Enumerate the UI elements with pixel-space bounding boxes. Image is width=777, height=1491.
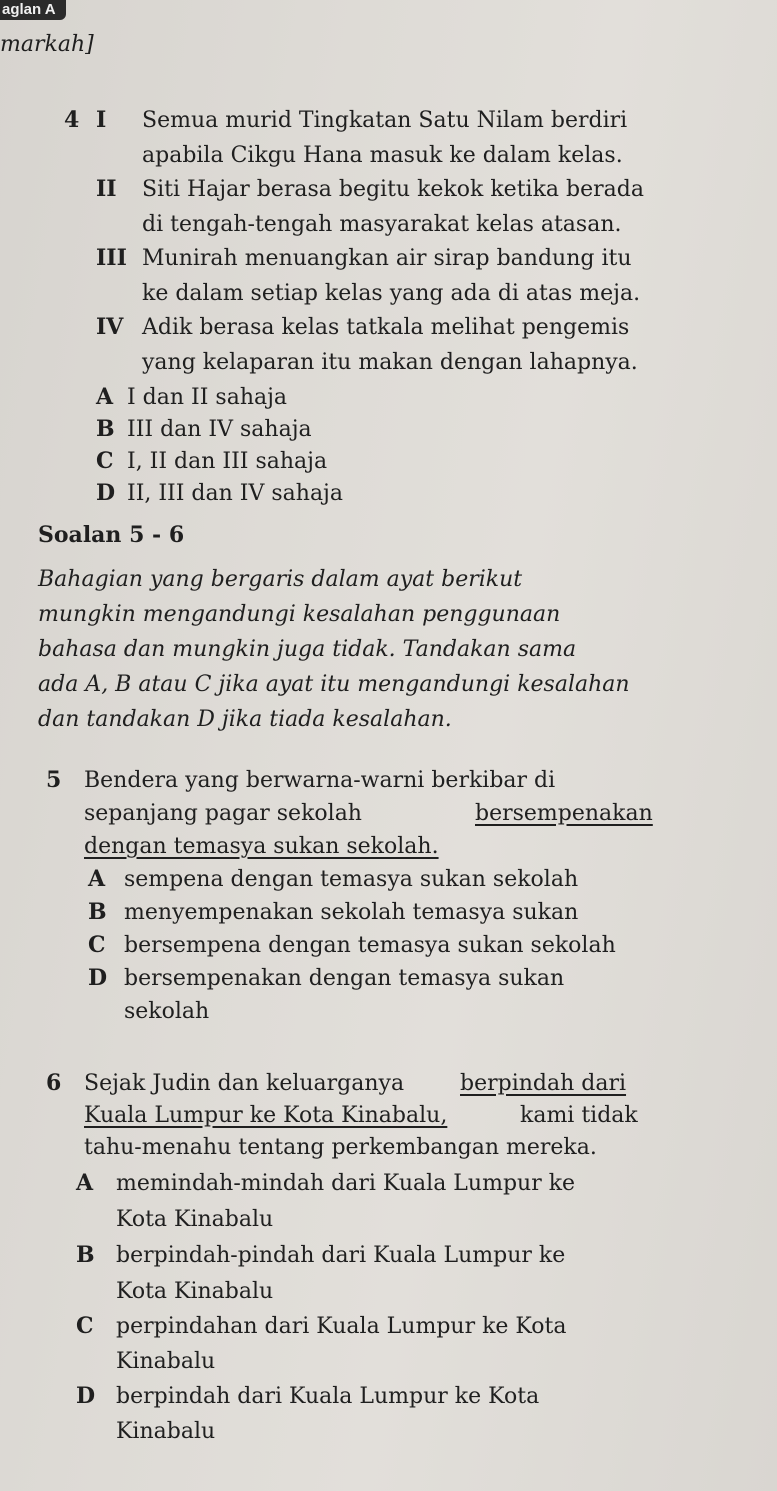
option-letter: D bbox=[88, 965, 108, 991]
option-text: II, III dan IV sahaja bbox=[127, 481, 343, 506]
option-text: menyempenakan sekolah temasya sukan bbox=[124, 900, 579, 925]
option-text: bersempena dengan temasya sukan sekolah bbox=[124, 933, 616, 958]
question-line: Bendera yang berwarna-warni berkibar di bbox=[84, 768, 556, 793]
roman-numeral: II bbox=[96, 176, 117, 202]
option-letter: B bbox=[76, 1242, 95, 1268]
option-letter: C bbox=[88, 932, 106, 958]
instruction-line: dan tandakan D jika tiada kesalahan. bbox=[38, 707, 452, 732]
statement-line: ke dalam setiap kelas yang ada di atas meja. bbox=[142, 281, 641, 306]
instruction-line: mungkin mengandungi kesalahan penggunaan bbox=[38, 602, 561, 627]
option-text: Kinabalu bbox=[116, 1349, 216, 1374]
option-letter: D bbox=[96, 480, 116, 506]
option-letter: B bbox=[88, 899, 107, 925]
option-text: perpindahan dari Kuala Lumpur ke Kota bbox=[116, 1314, 567, 1339]
instruction-line: bahasa dan mungkin juga tidak. Tandakan sama bbox=[38, 637, 577, 662]
option-letter: B bbox=[96, 416, 115, 442]
question-line: sepanjang pagar sekolah bbox=[84, 801, 362, 826]
statement-line: di tengah-tengah masyarakat kelas atasan. bbox=[142, 212, 622, 237]
question-number: 6 bbox=[46, 1070, 62, 1096]
option-letter: D bbox=[76, 1383, 96, 1409]
underlined-phrase: berpindah dari bbox=[460, 1071, 627, 1096]
statement-line: Munirah menuangkan air sirap bandung itu bbox=[142, 246, 632, 271]
option-text: Kota Kinabalu bbox=[116, 1207, 274, 1232]
option-text: sekolah bbox=[124, 999, 210, 1024]
option-text: berpindah dari Kuala Lumpur ke Kota bbox=[116, 1384, 540, 1409]
statement-line: Semua murid Tingkatan Satu Nilam berdiri bbox=[142, 108, 628, 133]
option-text: bersempenakan dengan temasya sukan bbox=[124, 966, 565, 991]
underlined-phrase: Kuala Lumpur ke Kota Kinabalu, bbox=[84, 1103, 448, 1128]
marks-label: markah] bbox=[0, 32, 94, 57]
option-text: I dan II sahaja bbox=[127, 385, 288, 410]
option-letter: C bbox=[76, 1313, 94, 1339]
underlined-phrase: bersempenakan bbox=[475, 801, 653, 826]
roman-numeral: I bbox=[96, 107, 107, 133]
option-letter: A bbox=[76, 1170, 94, 1196]
statement-line: Siti Hajar berasa begitu kekok ketika berada bbox=[142, 177, 644, 202]
option-text: I, II dan III sahaja bbox=[127, 449, 328, 474]
instruction-line: ada A, B atau C jika ayat itu mengandungi kesalahan bbox=[38, 672, 630, 697]
instruction-line: Bahagian yang bergaris dalam ayat berikut bbox=[38, 567, 523, 592]
roman-numeral: IV bbox=[96, 314, 124, 340]
option-letter: C bbox=[96, 448, 114, 474]
option-letter: A bbox=[96, 384, 114, 410]
roman-numeral: III bbox=[96, 245, 127, 271]
option-letter: A bbox=[88, 866, 106, 892]
question-line: kami tidak bbox=[520, 1103, 638, 1128]
statement-line: apabila Cikgu Hana masuk ke dalam kelas. bbox=[142, 143, 623, 168]
option-text: sempena dengan temasya sukan sekolah bbox=[124, 867, 579, 892]
option-text: Kota Kinabalu bbox=[116, 1279, 274, 1304]
section-title: Soalan 5 - 6 bbox=[38, 522, 185, 548]
option-text: memindah-mindah dari Kuala Lumpur ke bbox=[116, 1171, 576, 1196]
statement-line: Adik berasa kelas tatkala melihat pengemis bbox=[142, 315, 630, 340]
question-line: Sejak Judin dan keluarganya bbox=[84, 1071, 405, 1096]
option-text: berpindah-pindah dari Kuala Lumpur ke bbox=[116, 1243, 566, 1268]
section-header-tab: aglan A bbox=[0, 0, 66, 20]
underlined-phrase: dengan temasya sukan sekolah. bbox=[84, 834, 439, 859]
question-number: 5 bbox=[46, 767, 62, 793]
option-text: III dan IV sahaja bbox=[127, 417, 312, 442]
option-text: Kinabalu bbox=[116, 1419, 216, 1444]
question-line: tahu-menahu tentang perkembangan mereka. bbox=[84, 1135, 597, 1160]
statement-line: yang kelaparan itu makan dengan lahapnya. bbox=[142, 350, 638, 375]
question-number: 4 bbox=[64, 107, 80, 133]
